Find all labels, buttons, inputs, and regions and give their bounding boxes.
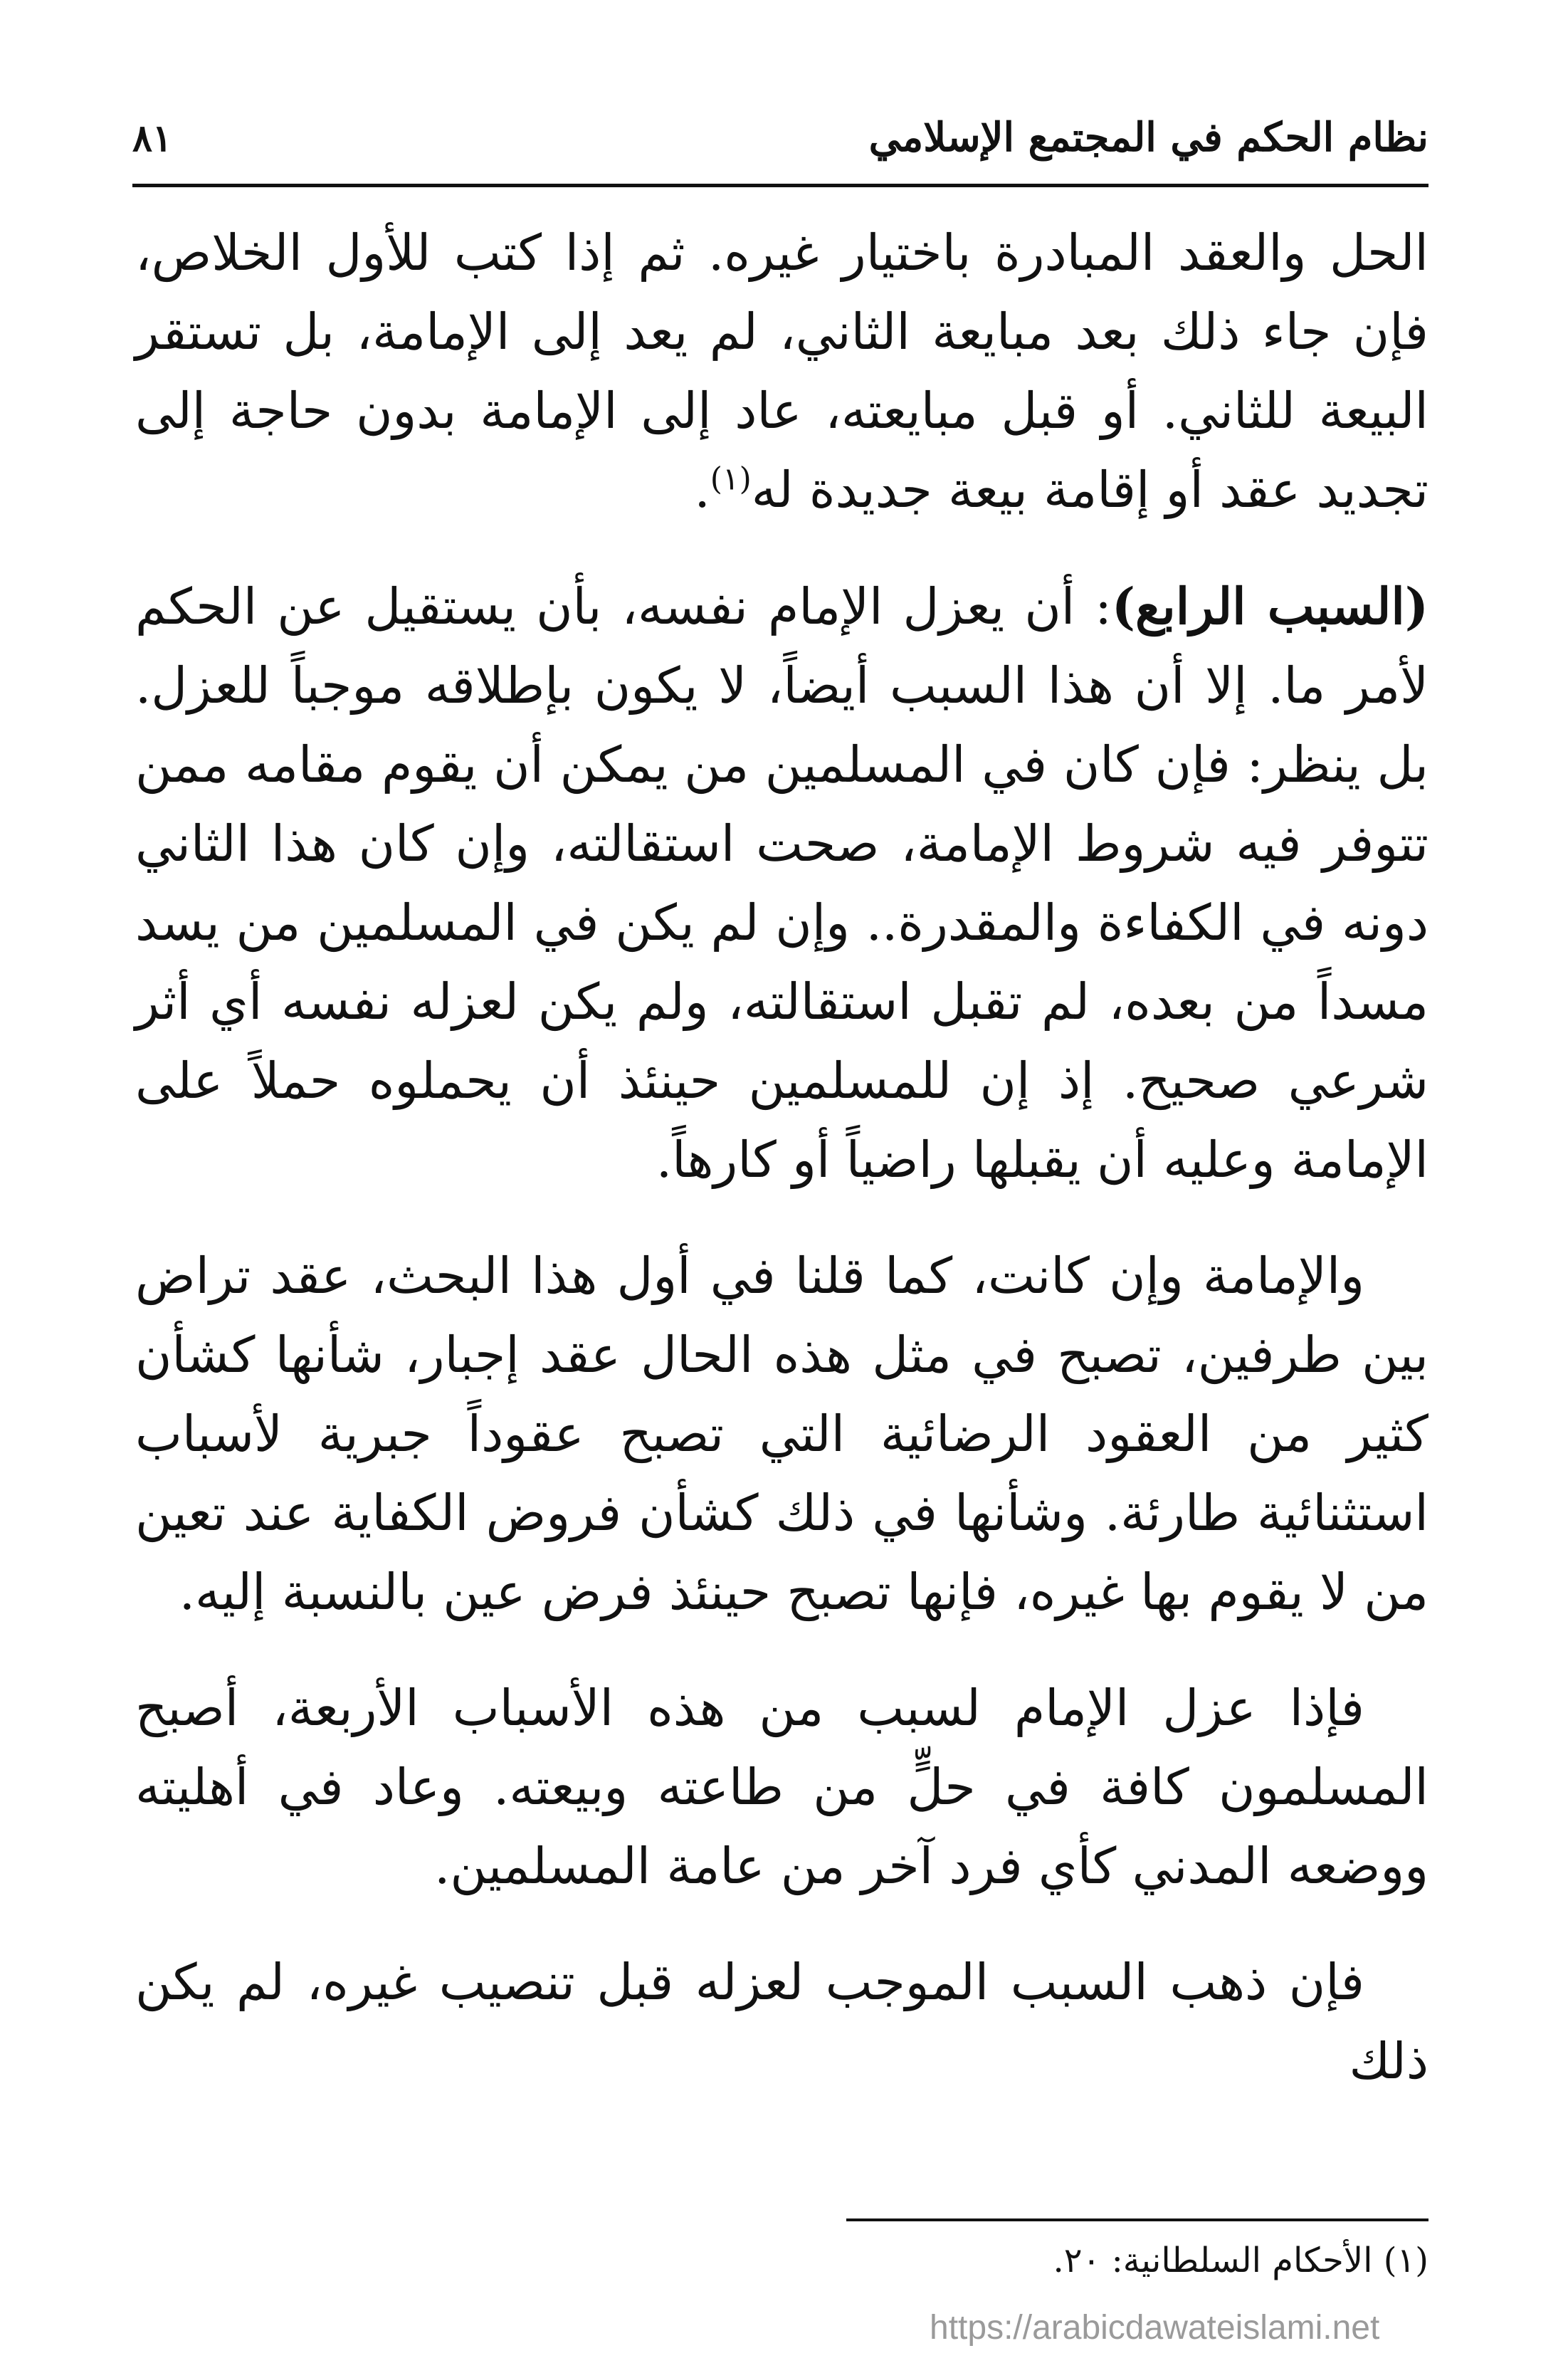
paragraph-4: فإذا عزل الإمام لسبب من هذه الأسباب الأربعة، أصبح المسلمون كافة في حلٍّ من طاعته وبيعته. وعاد في أهليته ووضعه المدني كأي فرد آخر من عامة المسلمين. bbox=[135, 1679, 1428, 1895]
paragraph-3: والإمامة وإن كانت، كما قلنا في أول هذا البحث، عقد تراض بين طرفين، تصبح في مثل هذه الحال عقد إجبار، شأنها كشأن كثير من العقود الرضائية التي تصبح عقوداً جبرية لأسباب استثنائية طارئة. وشأنها في ذلك كشأن فروض الكفاية عند تعين من لا يقوم بها غيره، فإنها تصبح حينئذ فرض عين بالنسبة إليه. bbox=[135, 1247, 1428, 1621]
header-rule bbox=[132, 184, 1428, 187]
footnote-rule bbox=[846, 2218, 1428, 2221]
paragraph-1-end: . bbox=[694, 461, 710, 519]
paragraph-1-text: الحل والعقد المبادرة باختيار غيره. ثم إذا كتب للأول الخلاص، فإن جاء ذلك بعد مبايعة الثاني، لم يعد إلى الإمامة، بل تستقر البيعة للثاني. أو قبل مبايعته، عاد إلى الإمامة بدون حاجة إلى تجديد عقد أو إقامة بيعة جديدة له bbox=[135, 224, 1428, 519]
page-number: ٨١ bbox=[132, 117, 172, 160]
paragraph-2-text: : أن يعزل الإمام نفسه، بأن يستقيل عن الحكم لأمر ما. إلا أن هذا السبب أيضاً، لا يكون بإطلاقه موجباً للعزل. بل ينظر: فإن كان في المسلمين من يمكن أن يقوم مقامه ممن تتوفر فيه شروط الإمامة، صحت استقالته، وإن كان هذا الثاني دونه في الكفاءة والمقدرة.. وإن لم يكن في المسلمين من يسد مسداً من بعده، لم تقبل استقالته، ولم يكن لعزله نفسه أي أثر شرعي صحيح. إذ إن للمسلمين حينئذ أن يحملوه حملاً على الإمامة وعليه أن يقبلها راضياً أو كارهاً. bbox=[135, 577, 1428, 1189]
footnote-reference: (١) bbox=[710, 461, 752, 498]
page-header bbox=[132, 107, 1428, 185]
watermark-url: https://arabicdawateislami.net bbox=[930, 2309, 1380, 2347]
footnote: (١) الأحكام السلطانية: ٢٠. bbox=[1053, 2241, 1428, 2280]
paragraph-1 bbox=[135, 214, 1428, 530]
section-lead: (السبب الرابع) bbox=[1111, 577, 1428, 636]
main-text bbox=[135, 214, 1428, 2101]
running-title: نظام الحكم في المجتمع الإسلامي bbox=[868, 114, 1428, 161]
paragraph-2 bbox=[135, 567, 1428, 1200]
paragraph-5: فإن ذهب السبب الموجب لعزله قبل تنصيب غيره، لم يكن ذلك bbox=[135, 1953, 1428, 2090]
